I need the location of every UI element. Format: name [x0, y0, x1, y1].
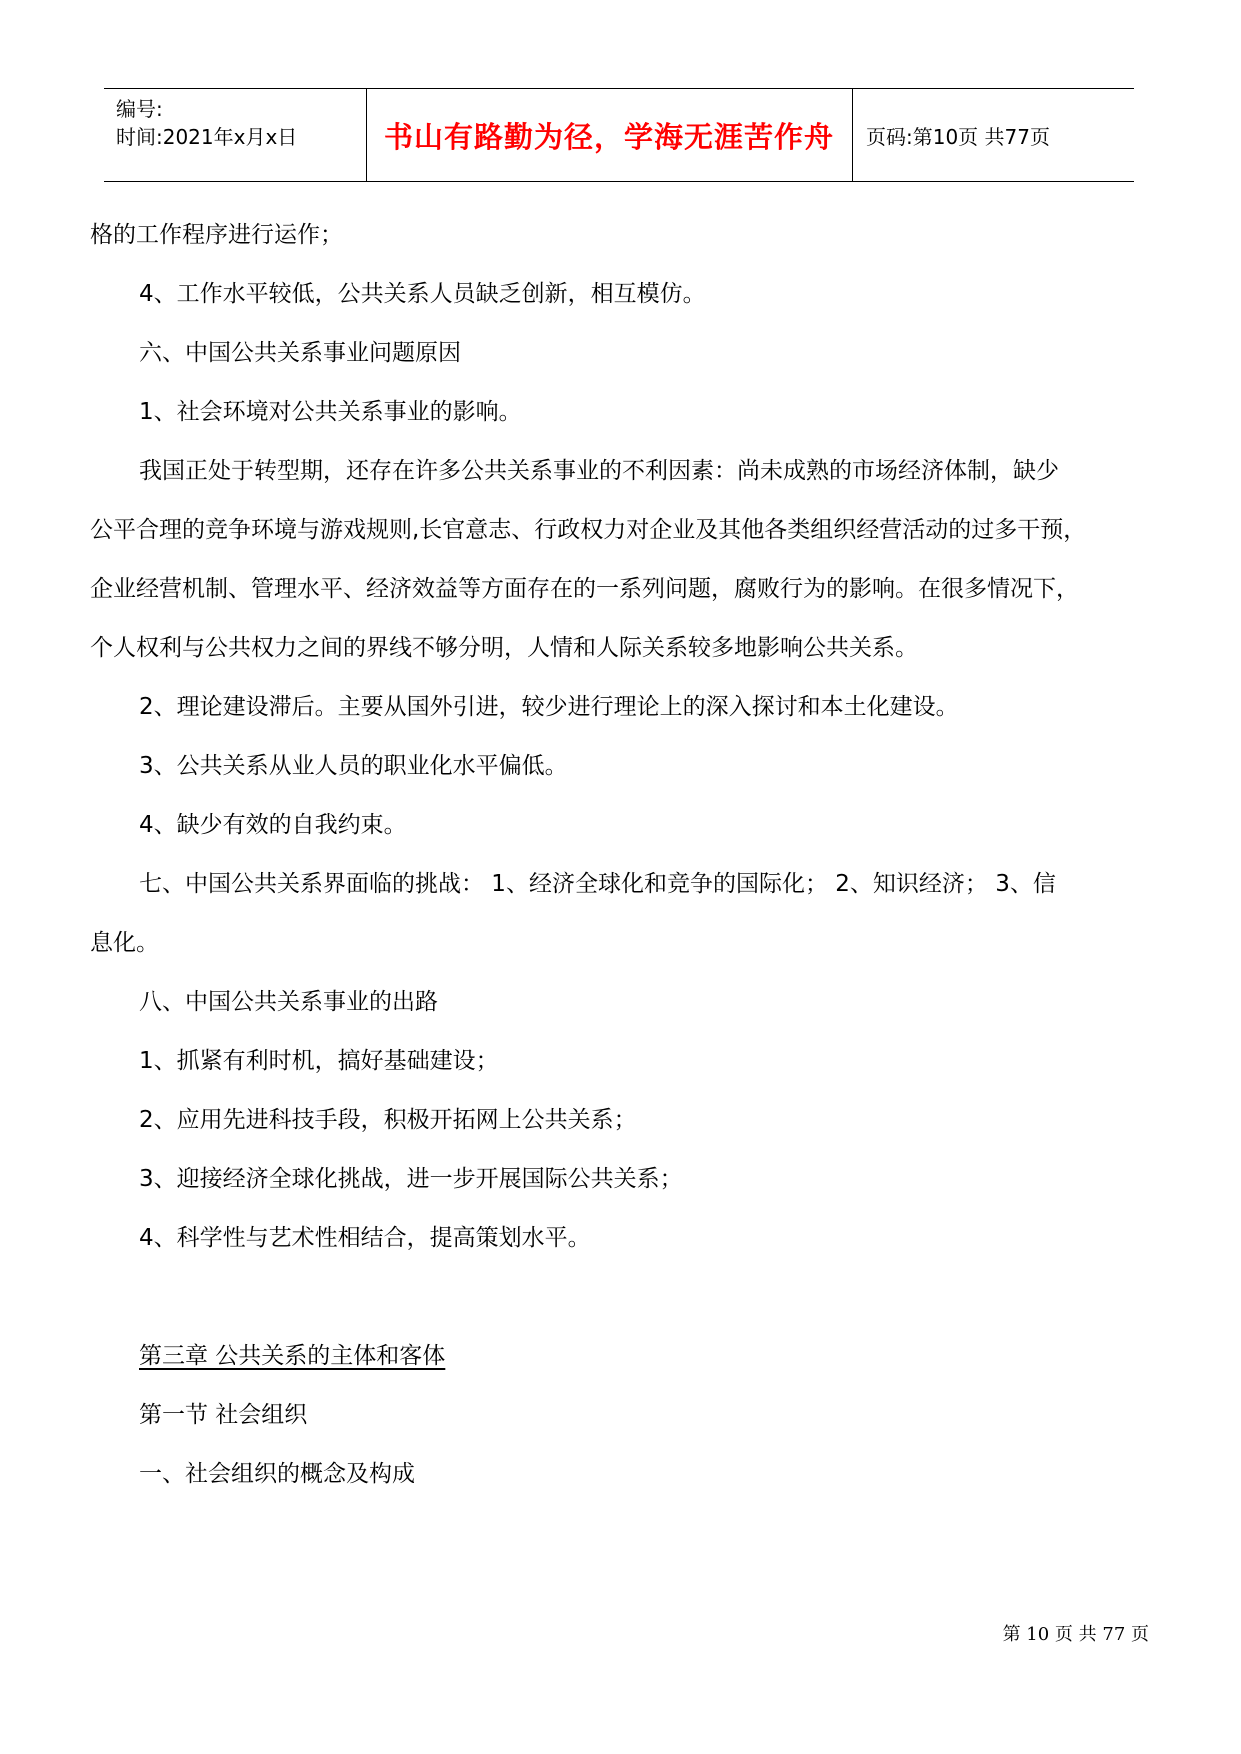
body-line: 公平合理的竞争环境与游戏规则,长官意志、行政权力对企业及其他各类组织经营活动的过多干预， [90, 517, 1087, 543]
page-footer: 第 10 页 共 77 页 [1002, 1624, 1149, 1645]
subsection-heading: 一、社会组织的概念及构成 [139, 1461, 415, 1487]
time-label: 时间:2021年x月x日 [116, 125, 298, 149]
body-line: 3、公共关系从业人员的职业化水平偏低。 [139, 753, 568, 779]
section-heading: 八、中国公共关系事业的出路 [139, 989, 438, 1015]
body-line: 格的工作程序进行运作； [90, 222, 343, 248]
body-line: 个人权利与公共权力之间的界线不够分明，人情和人际关系较多地影响公共关系。 [90, 635, 918, 661]
section-title: 第一节 社会组织 [139, 1402, 308, 1428]
body-line: 1、社会环境对公共关系事业的影响。 [139, 399, 522, 425]
header-info [116, 95, 297, 151]
body-line: 4、工作水平较低，公共关系人员缺乏创新，相互模仿。 [139, 281, 706, 307]
section-heading: 六、中国公共关系事业问题原因 [139, 340, 461, 366]
body-line: 企业经营机制、管理水平、经济效益等方面存在的一系列问题，腐败行为的影响。在很多情况下， [90, 576, 1079, 602]
header-divider-right [852, 89, 853, 181]
body-line: 1、抓紧有利时机，搞好基础建设； [139, 1048, 499, 1074]
chapter-title: 第三章 公共关系的主体和客体 [139, 1343, 446, 1369]
body-line: 2、应用先进科技手段，积极开拓网上公共关系； [139, 1107, 637, 1133]
body-line: 2、理论建设滞后。主要从国外引进，较少进行理论上的深入探讨和本土化建设。 [139, 694, 959, 720]
body-line: 4、缺少有效的自我约束。 [139, 812, 407, 838]
page-header [104, 88, 1134, 182]
body-line: 我国正处于转型期，还存在许多公共关系事业的不利因素：尚未成熟的市场经济体制，缺少 [139, 458, 1059, 484]
body-line: 3、迎接经济全球化挑战，进一步开展国际公共关系； [139, 1166, 683, 1192]
section-heading: 七、中国公共关系界面临的挑战： 1、经济全球化和竞争的国际化； 2、知识经济； 3、信 [139, 871, 1056, 897]
body-line: 息化。 [90, 930, 159, 956]
header-page-code: 页码:第10页 共77页 [866, 124, 1050, 149]
number-label: 编号: [116, 97, 163, 121]
body-line: 4、科学性与艺术性相结合，提高策划水平。 [139, 1225, 591, 1251]
header-motto: 书山有路勤为径，学海无涯苦作舟 [383, 119, 834, 154]
